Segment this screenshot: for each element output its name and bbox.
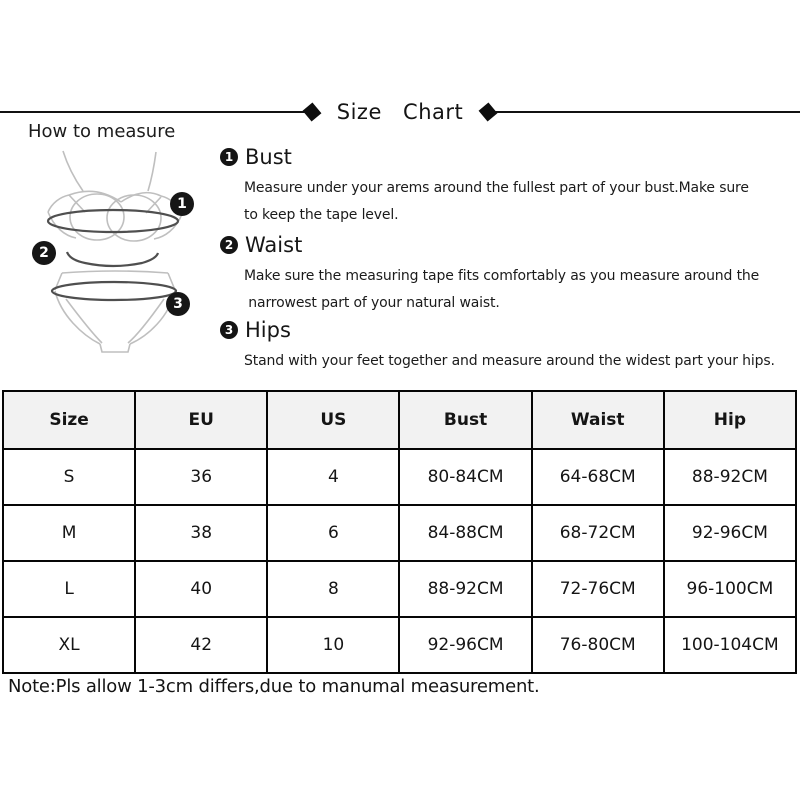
- divider-line-left: [0, 111, 305, 113]
- size-table: [2, 390, 797, 674]
- cell-xl-eu: 42: [135, 617, 267, 673]
- cell-s-eu: 36: [135, 449, 267, 505]
- section-waist-line-1: Make sure the measuring tape fits comfortably as you measure around the: [244, 268, 760, 284]
- col-header-hip: Hip: [664, 391, 796, 449]
- section-hips-title: Hips: [245, 318, 291, 342]
- diamond-icon-right: [479, 102, 498, 121]
- col-header-bust: Bust: [399, 391, 531, 449]
- size-table-header-row: [3, 391, 796, 449]
- cell-m-size: M: [3, 505, 135, 561]
- step-number-badge-1: 1: [220, 148, 238, 166]
- section-hips-line-1: Stand with your feet together and measure around the widest part your hips.: [244, 353, 775, 369]
- cell-m-waist: 68-72CM: [532, 505, 664, 561]
- cell-m-eu: 38: [135, 505, 267, 561]
- cell-l-eu: 40: [135, 561, 267, 617]
- step-number-badge-3: 3: [220, 321, 238, 339]
- section-hips: [220, 317, 798, 375]
- cell-s-size: S: [3, 449, 135, 505]
- col-header-us: US: [267, 391, 399, 449]
- cell-xl-waist: 76-80CM: [532, 617, 664, 673]
- section-bust-line-2: to keep the tape level.: [244, 207, 399, 223]
- cell-s-hip: 88-92CM: [664, 449, 796, 505]
- cell-xl-hip: 100-104CM: [664, 617, 796, 673]
- cell-s-us: 4: [267, 449, 399, 505]
- section-waist-line-2: narrowest part of your natural waist.: [244, 295, 500, 311]
- section-waist-heading: [220, 232, 798, 258]
- cell-m-us: 6: [267, 505, 399, 561]
- table-row-xl: [3, 617, 796, 673]
- divider-line-right: [495, 111, 800, 113]
- section-bust: [220, 144, 798, 229]
- page-title: Size Chart: [336, 100, 464, 124]
- garment-outline: [48, 151, 182, 352]
- col-header-waist: Waist: [532, 391, 664, 449]
- section-waist: [220, 232, 798, 317]
- cell-l-us: 8: [267, 561, 399, 617]
- cell-l-hip: 96-100CM: [664, 561, 796, 617]
- cell-s-waist: 64-68CM: [532, 449, 664, 505]
- col-header-eu: EU: [135, 391, 267, 449]
- table-row-m: [3, 505, 796, 561]
- section-hips-heading: [220, 317, 798, 343]
- section-bust-body: [244, 175, 798, 229]
- section-waist-body: [244, 263, 798, 317]
- cell-xl-size: XL: [3, 617, 135, 673]
- cell-xl-us: 10: [267, 617, 399, 673]
- cell-l-bust: 88-92CM: [399, 561, 531, 617]
- diagram-badge-1: 1: [170, 192, 194, 216]
- measurement-note: Note:Pls allow 1-3cm differs,due to manumal measurement.: [8, 676, 540, 697]
- diagram-badge-2: 2: [32, 241, 56, 265]
- section-hips-body: [244, 348, 798, 375]
- how-to-measure-label: How to measure: [28, 121, 176, 142]
- cell-m-bust: 84-88CM: [399, 505, 531, 561]
- cell-xl-bust: 92-96CM: [399, 617, 531, 673]
- section-waist-title: Waist: [245, 233, 303, 257]
- section-bust-title: Bust: [245, 145, 292, 169]
- cell-l-waist: 72-76CM: [532, 561, 664, 617]
- step-number-badge-2: 2: [220, 236, 238, 254]
- section-bust-heading: [220, 144, 798, 170]
- measuring-tape-lines: [48, 210, 178, 300]
- diagram-badge-3: 3: [166, 292, 190, 316]
- cell-l-size: L: [3, 561, 135, 617]
- cell-m-hip: 92-96CM: [664, 505, 796, 561]
- table-row-s: [3, 449, 796, 505]
- table-row-l: [3, 561, 796, 617]
- section-bust-line-1: Measure under your arems around the fullest part of your bust.Make sure: [244, 180, 749, 196]
- col-header-size: Size: [3, 391, 135, 449]
- cell-s-bust: 80-84CM: [399, 449, 531, 505]
